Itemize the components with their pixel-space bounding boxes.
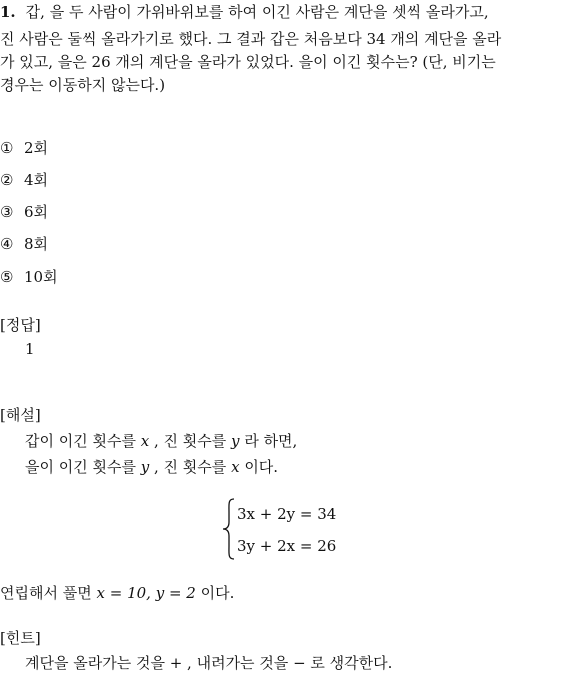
answer-heading: [정답] xyxy=(0,316,41,334)
choice-text: 2회 xyxy=(24,139,49,157)
text-span: 이다. xyxy=(244,458,279,476)
choice-2[interactable] xyxy=(0,169,48,190)
math-variable: x xyxy=(231,458,240,476)
answer-value: 1 xyxy=(25,340,35,358)
explanation-line-2 xyxy=(25,456,278,477)
text-span: 이다. xyxy=(200,584,235,602)
choice-1[interactable] xyxy=(0,137,48,158)
text-span: , 진 횟수를 xyxy=(154,432,227,450)
problem-text-4: 경우는 이동하지 않는다.) xyxy=(0,76,166,94)
choice-marker: ⑤ xyxy=(0,268,14,286)
explanation-line-1 xyxy=(25,430,297,451)
choice-text: 8회 xyxy=(24,235,49,253)
choice-marker: ④ xyxy=(0,235,14,253)
math-variable: y xyxy=(140,458,150,476)
choice-5[interactable] xyxy=(0,266,58,287)
choice-marker: ② xyxy=(0,171,14,189)
conclusion-line xyxy=(0,582,234,603)
problem-text-1: 갑, 을 두 사람이 가위바위보를 하여 이긴 사람은 계단을 셋씩 올라가고, xyxy=(25,3,489,21)
math-variable: y xyxy=(231,432,240,450)
text-span: 을이 이긴 횟수를 xyxy=(25,458,136,476)
problem-number: 1. xyxy=(0,3,16,21)
choice-text: 6회 xyxy=(24,203,49,221)
choice-marker: ③ xyxy=(0,203,14,221)
choice-marker: ① xyxy=(0,139,14,157)
equation-1: 3x + 2y = 34 xyxy=(237,505,337,523)
text-span: 갑이 이긴 횟수를 xyxy=(25,432,136,450)
math-expression: x = 10, xyxy=(96,584,151,602)
hint-text: 계단을 올라가는 것을 + , 내려가는 것을 − 로 생각한다. xyxy=(25,654,393,672)
choice-3[interactable] xyxy=(0,201,48,222)
choice-4[interactable] xyxy=(0,233,48,254)
choice-text: 10회 xyxy=(24,268,58,286)
problem-line xyxy=(0,0,489,25)
math-variable: x xyxy=(140,432,150,450)
choice-text: 4회 xyxy=(24,171,49,189)
text-span: , 진 횟수를 xyxy=(154,458,227,476)
problem-text-3: 가 있고, 을은 26 개의 계단을 올라가 있었다. 을이 이긴 횟수는? (단, 비기는 xyxy=(0,53,496,71)
hint-heading: [힌트] xyxy=(0,629,41,647)
problem-text-2: 진 사람은 둘씩 올라가기로 했다. 그 결과 갑은 처음보다 34 개의 계단을 올라 xyxy=(0,30,502,48)
explanation-heading: [해설] xyxy=(0,406,41,424)
text-span: 연립해서 풀면 xyxy=(0,584,92,602)
equation-2: 3y + 2x = 26 xyxy=(237,537,337,555)
math-expression: y = 2 xyxy=(155,584,196,602)
text-span: 라 하면, xyxy=(244,432,298,450)
left-brace-icon xyxy=(222,498,236,560)
